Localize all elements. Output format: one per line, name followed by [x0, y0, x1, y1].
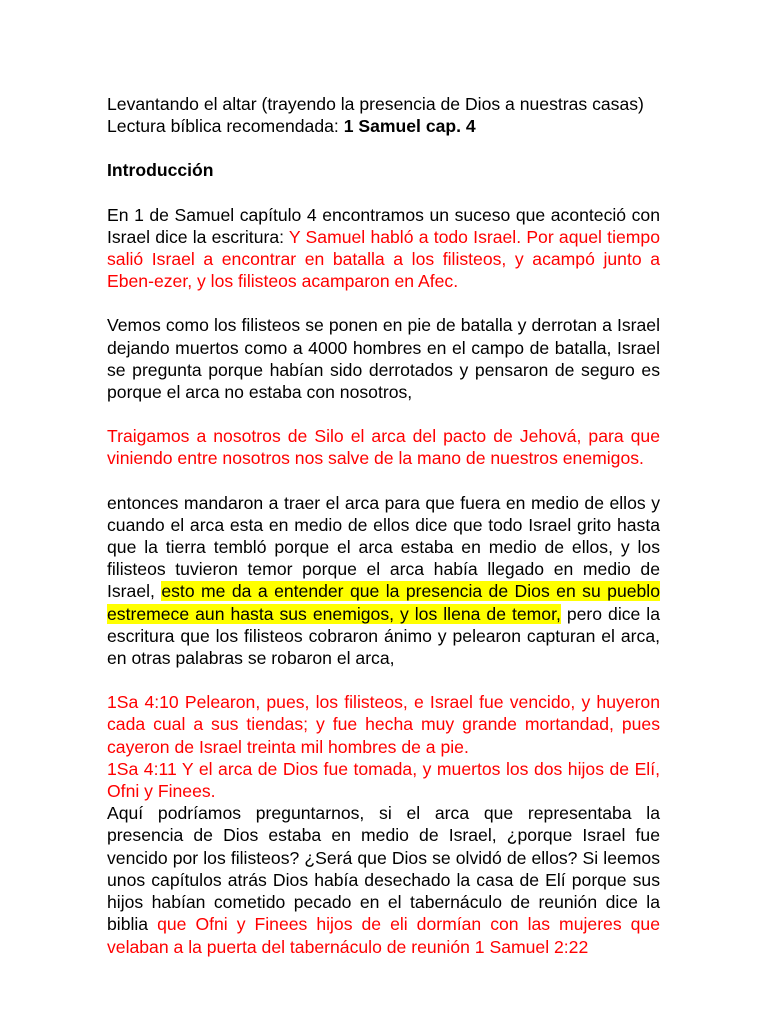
verse-4-10: 1Sa 4:10 Pelearon, pues, los filisteos, e Israel fue vencido, y huyeron cada cual a sus tiendas; y fue hecha muy grande mortandad, pues cayeron de Israel treinta mil hombres de a pie.	[107, 692, 660, 757]
paragraph-2: Vemos como los filisteos se ponen en pie de batalla y derrotan a Israel dejando muertos como a 4000 hombres en el campo de batalla, Israel se pregunta porque habían sido derrotados y pensaron de seguro es porque el arca no estaba con nosotros,	[107, 315, 660, 403]
paragraph-5-text: Aquí podríamos preguntarnos, si el arca que representaba la presencia de Dios estaba en medio de Israel, ¿porque Israel fue vencido por los filisteos? ¿Será que Dios se olvidó de ellos? Si leemos unos capítulos atrás Dios había desechado la casa de Elí porque sus hijos habían cometido pecado en el tabernáculo de reunión dice la biblia	[107, 803, 660, 935]
reading-label: Lectura bíblica recomendada:	[107, 116, 344, 137]
reading-line	[107, 115, 660, 137]
highlighted-text: esto me da a entender que la presencia de Dios en su pueblo estremece aun hasta sus enemigos, y los llena de temor,	[107, 581, 660, 624]
paragraph-1	[107, 204, 660, 293]
reading-reference: 1 Samuel cap. 4	[343, 116, 476, 137]
paragraph-4-text-after: pero dice la escritura que los filisteos cobraron ánimo y pelearon capturan el arca, en otras palabras se robaron el arca,	[107, 603, 660, 669]
paragraph-4	[107, 492, 660, 670]
verse-4-11: 1Sa 4:11 Y el arca de Dios fue tomada, y muertos los dos hijos de Elí, Ofni y Finees.	[107, 758, 660, 802]
scripture-quote-3: que Ofni y Finees hijos de eli dormían con las mujeres que velaban a la puerta del tabernáculo de reunión 1 Samuel 2:22	[107, 914, 660, 957]
document-page	[107, 93, 660, 958]
paragraph-5	[107, 802, 660, 957]
title-line: Levantando el altar (trayendo la presencia de Dios a nuestras casas)	[107, 94, 644, 114]
scripture-quote-2: Traigamos a nosotros de Silo el arca del pacto de Jehová, para que viniendo entre nosotros nos salve de la mano de nuestros enemigos.	[107, 426, 660, 469]
paragraph-4-text-before: entonces mandaron a traer el arca para que fuera en medio de ellos y cuando el arca esta en medio de ellos dice que todo Israel grito hasta que la tierra tembló porque el arca estaba en medio de ellos, y los filisteos tuvieron temor porque el arca había llegado en medio de Israel,	[107, 492, 660, 602]
paragraph-1-text: En 1 de Samuel capítulo 4 encontramos un suceso que aconteció con Israel dice la escritura:	[107, 204, 660, 247]
section-heading: Introducción	[107, 160, 214, 181]
scripture-quote-1: Y Samuel habló a todo Israel. Por aquel tiempo salió Israel a encontrar en batalla a los filisteos, y acampó junto a Eben-ezer, y los filisteos acamparon en Afec.	[107, 226, 660, 292]
